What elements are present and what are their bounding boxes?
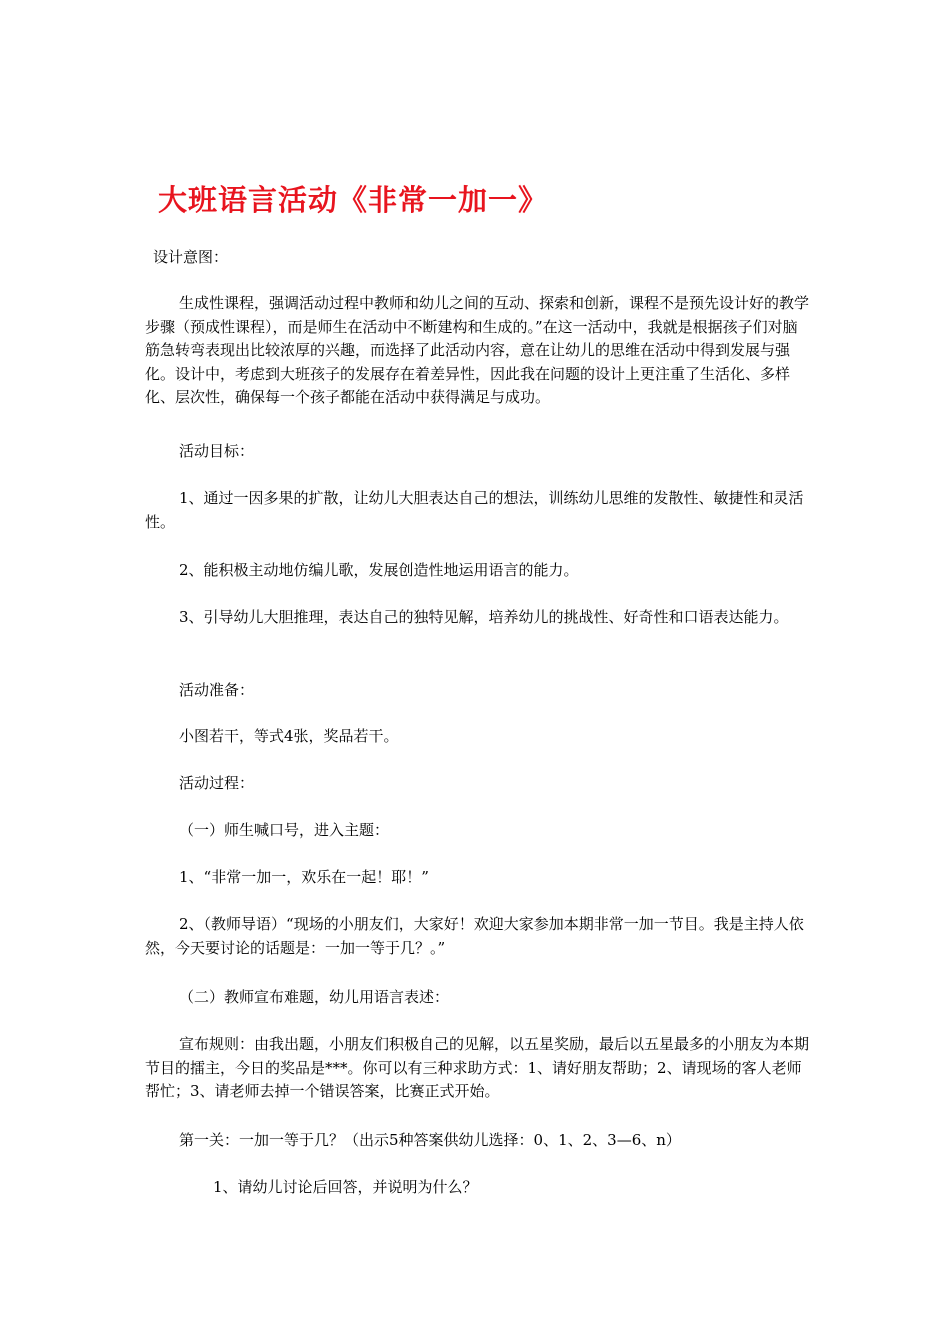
- design-intent-body: 生成性课程，强调活动过程中教师和幼儿之间的互动、探索和创新，课程不是预先设计好的教学步骤（预成性课程），而是师生在活动中不断建构和生成的。”在这一活动中，我就是根据孩子们对脑筋急转弯表现出比较浓厚的兴趣，而选择了此活动内容，意在让幼儿的思维在活动中得到发展与强化。设计中，考虑到大班孩子的发展存在着差异性，因此我在问题的设计上更注重了生活化、多样化、层次性，确保每一个孩子都能在活动中获得满足与成功。: [145, 294, 810, 406]
- step-1-item-2: 2、（教师导语）“现场的小朋友们，大家好！欢迎大家参加本期非常一加一节目。我是主持人依然，今天要讨论的话题是：一加一等于几？。”: [145, 915, 804, 957]
- step-2-heading: （二）教师宣布难题，幼儿用语言表述：: [179, 988, 450, 1006]
- design-intent-heading: 设计意图：: [153, 248, 229, 266]
- level-1-item-1: 1、请幼儿讨论后回答，并说明为什么？: [213, 1178, 478, 1196]
- goal-1: 1、通过一因多果的扩散，让幼儿大胆表达自己的想法，训练幼儿思维的发散性、敏捷性和灵活性。: [145, 489, 804, 531]
- goal-2: 2、能积极主动地仿编儿歌，发展创造性地运用语言的能力。: [179, 561, 579, 579]
- document-title: 大班语言活动《非常一加一》: [158, 183, 549, 217]
- step-1-heading: （一）师生喊口号，进入主题：: [179, 821, 390, 839]
- process-heading: 活动过程：: [179, 774, 255, 792]
- goals-heading: 活动目标：: [179, 442, 255, 460]
- rules-paragraph: 宣布规则：由我出题，小朋友们积极自己的见解，以五星奖励，最后以五星最多的小朋友为本期节目的擂主，今日的奖品是***。你可以有三种求助方式：1、请好朋友帮助；2、请现场的客人老师帮忙；3、请老师去掉一个错误答案，比赛正式开始。: [145, 1035, 810, 1100]
- level-1: 第一关：一加一等于几？（出示5种答案供幼儿选择：0、1、2、3—6、n）: [179, 1131, 681, 1149]
- prep-body: 小图若干，等式4张，奖品若干。: [179, 727, 399, 745]
- goal-3: 3、引导幼儿大胆推理，表达自己的独特见解，培养幼儿的挑战性、好奇性和口语表达能力。: [179, 608, 789, 626]
- prep-heading: 活动准备：: [179, 681, 255, 699]
- step-1-item-1: 1、“非常一加一，欢乐在一起！耶！”: [179, 868, 429, 886]
